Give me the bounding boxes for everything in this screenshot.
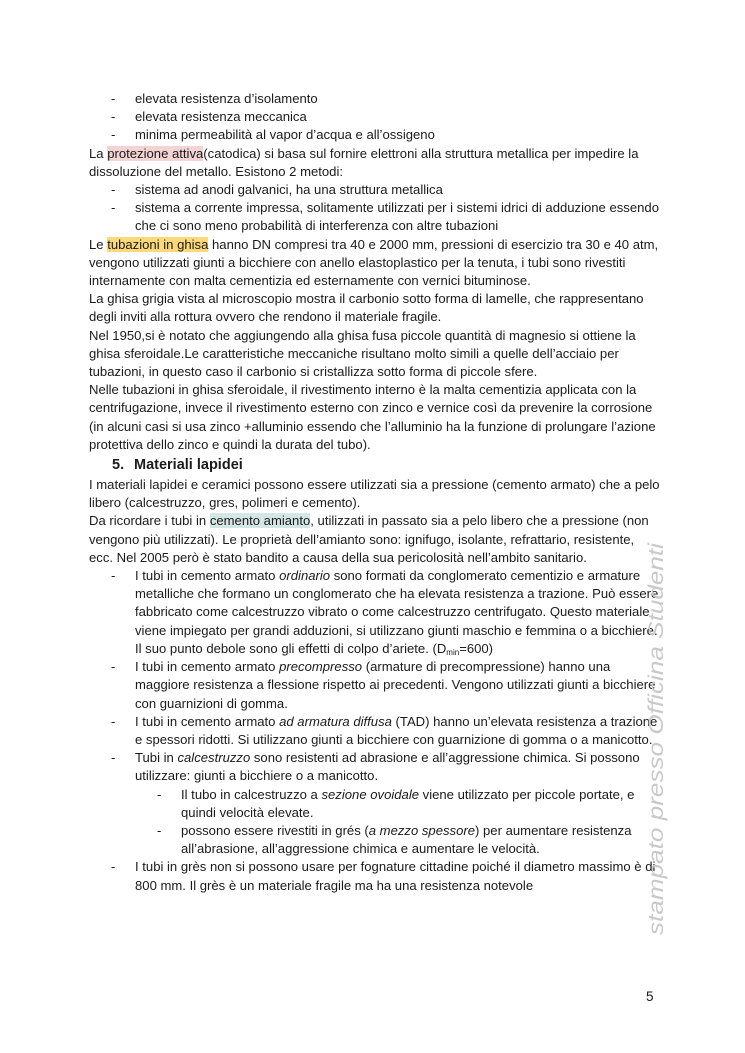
list-item-text: elevata resistenza d’isolamento bbox=[135, 91, 318, 106]
text-run: Da ricordare i tubi in bbox=[89, 513, 210, 529]
text-run: La bbox=[89, 145, 108, 161]
list-item bbox=[89, 858, 661, 894]
bullet-dash: - bbox=[111, 659, 116, 675]
text-run: sono formati da conglomerato cementizio e armature metalliche che formano un conglomerato che ha elevata resistenza a trazione. Può essere fabbricato come calcestruzzo vibrato o come calcestruzzo centrifugato. Questo materiale viene impiegato per grandi adduzioni, si utilizzano giunti maschio e femmina o a bicchiere. Il suo punto debole sono gli effetti di colpo d’ariete. (D bbox=[135, 568, 659, 656]
list-item bbox=[89, 181, 661, 199]
emphasis-ordinario: ordinario bbox=[279, 568, 331, 584]
list-item bbox=[89, 658, 661, 713]
emphasis-armatura-diffusa: ad armatura diffusa bbox=[279, 713, 392, 729]
emphasis-sezione-ovoidale: sezione ovoidale bbox=[321, 786, 420, 802]
highlight-cemento-amianto: cemento amianto bbox=[209, 513, 311, 529]
paragraph-ghisa-sferoidale: Nelle tubazioni in ghisa sferoidale, il rivestimento interno è la malta cementizia applicata con la centrifugazione, invece il rivestimento esterno con zinco e vernice così da prevenire la corrosione (in alcuni casi si usa zinco +alluminio essendo che l’alluminio ha la funzione di prolungare l’azione protettiva dello zinco e quindi la durata del tubo). bbox=[89, 382, 656, 452]
text-run: I tubi in cemento armato bbox=[135, 659, 280, 675]
text-run: hanno DN compresi tra 40 e 2000 mm, pressioni di esercizio tra 30 e 40 atm, vengono utilizzati giunti a bicchiere con anello elastoplastico per la tenuta, i tubi sono rivestiti internamente con malta cementizia ed esternamente con vernici bituminose. bbox=[89, 236, 659, 289]
watermark-text: stampato presso Officina Studenti bbox=[645, 619, 668, 935]
list-item-text: sistema a corrente impressa, solitamente utilizzati per i sistemi idrici di adduzione essendo che ci sono meno probabilità di interferenza con altre tubazioni bbox=[135, 200, 659, 234]
list-item bbox=[89, 567, 661, 658]
paragraph-ghisa-grigia: La ghisa grigia vista al microscopio mostra il carbonio sotto forma di lamelle, che rappresentano degli inviti alla rottura ovvero che rendono il materiale fragile. bbox=[89, 291, 644, 325]
highlight-tubazioni-ghisa: tubazioni in ghisa bbox=[107, 236, 209, 252]
list-item-text: elevata resistenza meccanica bbox=[135, 109, 307, 125]
emphasis-precompresso: precompresso bbox=[279, 659, 363, 675]
bullet-dash: - bbox=[157, 786, 162, 802]
paragraph-1950: Nel 1950,si è notato che aggiungendo alla ghisa fusa piccole quantità di magnesio si ottiene la ghisa sferoidale.Le caratteristiche meccaniche risultano molto simili a quelle dell’acciaio per tubazioni, in questo caso il carbonio si cristallizza sotto forma di piccole sfere. bbox=[89, 327, 636, 380]
text-run: , utilizzati in passato sia a pelo libero che a pressione (non vengono più utilizzati). Le proprietà dell’amianto sono: ignifugo, isolante, refrattario, resistente, ecc. Nel 2005 però è stato bandito a causa della sua pericolosità nell’ambito sanitario. bbox=[89, 513, 649, 565]
section-title: Materiali lapidei bbox=[134, 457, 243, 474]
list-item bbox=[89, 126, 661, 144]
paragraph-tubazioni-ghisa bbox=[89, 236, 661, 291]
highlight-protezione-attiva: protezione attiva bbox=[107, 145, 204, 161]
list-item-text: I tubi in grès non si possono usare per fognature cittadine poiché il diametro massimo è di 800 mm. Il grès è un materiale fragile ma ha una resistenza notevole bbox=[135, 859, 656, 893]
sub-list-item bbox=[89, 786, 661, 822]
list-item bbox=[89, 713, 661, 749]
paragraph-protezione-attiva bbox=[89, 145, 661, 181]
list-item bbox=[89, 90, 661, 108]
bullet-dash: - bbox=[111, 127, 116, 143]
bullet-dash: - bbox=[157, 822, 162, 838]
text-run: Tubi in bbox=[135, 750, 178, 766]
text-run: I tubi in cemento armato bbox=[135, 713, 280, 729]
bullet-dash: - bbox=[111, 109, 116, 125]
bullet-dash: - bbox=[111, 568, 116, 584]
bullet-dash: - bbox=[111, 859, 116, 875]
list-item-text: minima permeabilità al vapor d’acqua e all’ossigeno bbox=[135, 127, 435, 143]
subscript-min: min bbox=[446, 647, 460, 657]
page-number: 5 bbox=[646, 989, 654, 1004]
section-heading bbox=[112, 456, 661, 475]
paragraph-cemento-amianto bbox=[89, 512, 661, 567]
list-item bbox=[89, 749, 661, 785]
list-item bbox=[89, 108, 661, 126]
bullet-dash: - bbox=[111, 750, 116, 766]
list-item-text: sistema ad anodi galvanici, ha una struttura metallica bbox=[135, 182, 443, 198]
text-run: (armature di precompressione) hanno una maggiore resistenza a flessione rispetto ai precedenti. Vengono utilizzati giunti a bicchiere con guarnizioni di gomma. bbox=[135, 659, 656, 711]
page-body bbox=[89, 90, 661, 895]
text-run: viene utilizzato per piccole portate, e quindi velocità elevate. bbox=[181, 786, 635, 820]
bullet-dash: - bbox=[111, 713, 116, 729]
text-run: sono resistenti ad abrasione e all’aggressione chimica. Si possono utilizzare: giunti a bicchiere o a manicotto. bbox=[135, 750, 640, 784]
sub-list-item bbox=[89, 822, 661, 858]
list-item bbox=[89, 199, 661, 235]
text-run: Le bbox=[89, 236, 108, 252]
bullet-dash: - bbox=[111, 182, 116, 198]
text-run: I tubi in cemento armato bbox=[135, 568, 280, 584]
text-run: Il tubo in calcestruzzo a bbox=[181, 786, 322, 802]
bullet-dash: - bbox=[111, 91, 116, 106]
paragraph-materiali-lapidei: I materiali lapidei e ceramici possono essere utilizzati sia a pressione (cemento armato) che a pelo libero (calcestruzzo, gres, polimeri e cemento). bbox=[89, 477, 660, 511]
text-run: possono essere rivestiti in grés ( bbox=[181, 822, 369, 838]
text-run: (TAD) hanno un’elevata resistenza a trazione e spessori ridotti. Si utilizzano giunti a bicchiere con guarnizione di gomma o a manicotto. bbox=[135, 713, 658, 747]
emphasis-calcestruzzo: calcestruzzo bbox=[177, 750, 251, 766]
bullet-dash: - bbox=[111, 200, 116, 216]
text-run: (catodica) si basa sul fornire elettroni alla struttura metallica per impedire la dissoluzione del metallo. Esistono 2 metodi: bbox=[89, 145, 639, 179]
section-number: 5. bbox=[112, 457, 125, 474]
watermark-graphic bbox=[645, 540, 669, 940]
text-run: =600) bbox=[459, 640, 494, 656]
emphasis-mezzo-spessore: a mezzo spessore bbox=[368, 822, 476, 838]
watermark bbox=[645, 540, 669, 940]
text-run: ) per aumentare resistenza all’abrasione, all’aggressione chimica e aumentare le velocità. bbox=[181, 822, 632, 857]
